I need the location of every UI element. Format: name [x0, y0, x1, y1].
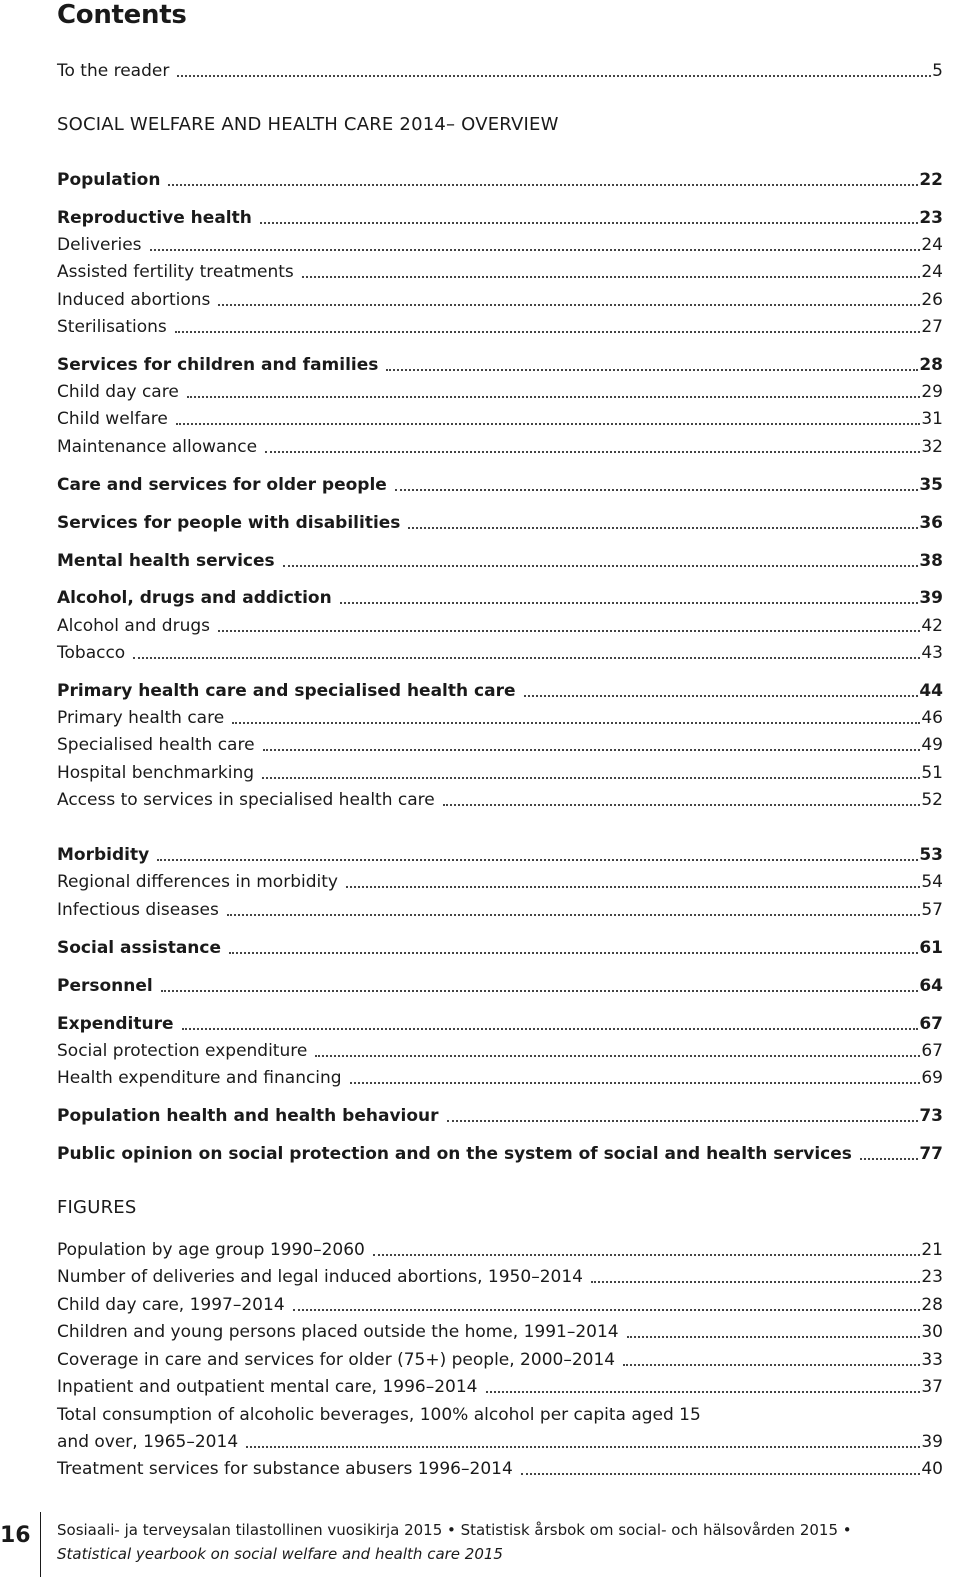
toc-entry-label: FIGURES	[57, 1197, 137, 1218]
dot-leader	[340, 602, 919, 604]
dot-leader	[293, 1309, 921, 1311]
dot-leader	[346, 886, 920, 888]
toc-entry[interactable]	[57, 472, 943, 496]
dot-leader	[408, 527, 918, 529]
dot-leader	[182, 1028, 919, 1030]
toc-page-number: 42	[921, 616, 943, 636]
dot-leader	[133, 657, 920, 659]
toc-entry-label: To the reader	[57, 61, 170, 81]
dot-leader	[443, 804, 921, 806]
toc-entry[interactable]	[57, 510, 943, 534]
dot-leader	[262, 777, 920, 779]
toc-page-number: 51	[921, 763, 943, 783]
dot-leader	[150, 249, 921, 251]
dot-leader	[627, 1336, 921, 1338]
dot-leader	[263, 749, 921, 751]
toc-entry[interactable]	[57, 760, 943, 784]
toc-entry-label: Inpatient and outpatient mental care, 1996–2014	[57, 1377, 478, 1397]
dot-leader	[395, 489, 919, 491]
toc-entry[interactable]	[57, 434, 943, 458]
toc-entry-label: Coverage in care and services for older (75+) people, 2000–2014	[57, 1350, 616, 1370]
toc-entry-label: Alcohol and drugs	[57, 616, 210, 636]
dot-leader	[187, 396, 921, 398]
toc-entry-label: Reproductive health	[57, 208, 252, 228]
dot-leader	[161, 990, 919, 992]
toc-page-number: 26	[921, 290, 943, 310]
toc-entry[interactable]	[57, 1103, 943, 1127]
toc-entry-label: Primary health care and specialised health care	[57, 681, 516, 701]
toc-entry-label: Social assistance	[57, 938, 222, 958]
toc-entry-label: Hospital benchmarking	[57, 763, 255, 783]
toc-entry-label: Mental health services	[57, 551, 275, 571]
toc-entry[interactable]	[57, 1319, 943, 1343]
footer-divider	[40, 1512, 41, 1577]
toc-entry[interactable]	[57, 640, 943, 664]
dot-leader	[168, 184, 918, 186]
toc-entry[interactable]	[57, 973, 943, 997]
page-number: 16	[0, 1523, 31, 1548]
toc-entry[interactable]	[57, 1264, 943, 1288]
toc-entry-label: Treatment services for substance abusers 1996–2014	[57, 1459, 513, 1479]
dot-leader	[302, 276, 921, 278]
toc-page-number: 52	[921, 790, 943, 810]
dot-leader	[486, 1391, 921, 1393]
toc-entry[interactable]	[57, 1374, 943, 1398]
toc-entry[interactable]	[57, 787, 943, 811]
toc-page-number: 27	[921, 317, 943, 337]
dot-leader	[524, 695, 919, 697]
toc-page-number: 23	[921, 1267, 943, 1287]
toc-entry-label: Infectious diseases	[57, 900, 219, 920]
toc-entry[interactable]	[57, 352, 943, 376]
toc-page-number: 39	[919, 588, 943, 608]
toc-page-number: 57	[921, 900, 943, 920]
toc-page-number: 54	[921, 872, 943, 892]
toc-entry[interactable]	[57, 287, 943, 311]
toc-page-number: 39	[921, 1432, 943, 1452]
toc-entry-label: Child welfare	[57, 409, 168, 429]
toc-page-number: 31	[921, 409, 943, 429]
toc-entry[interactable]	[57, 167, 943, 191]
toc-entry[interactable]	[57, 613, 943, 637]
toc-page-number: 24	[921, 262, 943, 282]
toc-entry-label: Population	[57, 170, 161, 190]
toc-page-number: 22	[919, 170, 943, 190]
dot-leader	[315, 1055, 920, 1057]
toc-page-number: 69	[921, 1068, 943, 1088]
toc-page-number: 23	[919, 208, 943, 228]
toc-entry[interactable]	[57, 1429, 943, 1453]
toc-entry[interactable]	[57, 1237, 943, 1261]
dot-leader	[227, 914, 921, 916]
toc-page-number: 29	[921, 382, 943, 402]
dot-leader	[175, 331, 921, 333]
toc-page-number: 49	[921, 735, 943, 755]
toc-entry[interactable]	[57, 314, 943, 338]
toc-entry-label: Population by age group 1990–2060	[57, 1240, 365, 1260]
toc-entry-label: Regional differences in morbidity	[57, 872, 338, 892]
toc-entry-label: Services for children and families	[57, 355, 379, 375]
toc-entry[interactable]	[57, 205, 943, 229]
section-heading	[57, 1195, 943, 1219]
toc-entry[interactable]	[57, 1065, 943, 1089]
toc-entry-label: Deliveries	[57, 235, 142, 255]
dot-leader	[860, 1158, 918, 1160]
toc-entry-label: Social protection expenditure	[57, 1041, 308, 1061]
dot-leader	[177, 75, 931, 77]
toc-page-number: 53	[919, 845, 943, 865]
dot-leader	[232, 722, 920, 724]
toc-entry[interactable]	[57, 842, 943, 866]
dot-leader	[176, 423, 921, 425]
toc-page-number: 30	[921, 1322, 943, 1342]
toc-entry[interactable]	[57, 232, 943, 256]
toc-entry-label: Health expenditure and financing	[57, 1068, 342, 1088]
dot-leader	[260, 222, 918, 224]
toc-entry-label: SOCIAL WELFARE AND HEALTH CARE 2014– OVERVIEW	[57, 114, 559, 135]
toc-page-number: 77	[919, 1144, 943, 1164]
toc-entry[interactable]	[57, 259, 943, 283]
toc-page-number: 38	[919, 551, 943, 571]
toc-entry[interactable]	[57, 869, 943, 893]
dot-leader	[218, 630, 920, 632]
dot-leader	[386, 369, 918, 371]
toc-page-number: 37	[921, 1377, 943, 1397]
dot-leader	[283, 565, 919, 567]
toc-entry[interactable]	[57, 58, 943, 82]
footer-publication-titles: Sosiaali- ja terveysalan tilastollinen vuosikirja 2015 • Statistisk årsbok om social- och hälsovården 2015 •	[57, 1521, 852, 1539]
toc-entry-label: Public opinion on social protection and on the system of social and health services	[57, 1144, 852, 1164]
dot-leader	[521, 1473, 921, 1475]
toc-entry[interactable]	[57, 935, 943, 959]
dot-leader	[350, 1082, 921, 1084]
toc-entry-label: Population health and health behaviour	[57, 1106, 439, 1126]
toc-page-number: 43	[921, 643, 943, 663]
toc-entry[interactable]	[57, 585, 943, 609]
dot-leader	[447, 1120, 919, 1122]
toc-page-number: 44	[919, 681, 943, 701]
toc-entry[interactable]	[57, 1011, 943, 1035]
toc-entry-label: Services for people with disabilities	[57, 513, 401, 533]
toc-entry[interactable]	[57, 1141, 943, 1165]
dot-leader	[218, 304, 920, 306]
toc-entry-label: Sterilisations	[57, 317, 167, 337]
toc-entry[interactable]	[57, 1347, 943, 1371]
footer-english-title: Statistical yearbook on social welfare and health care 2015	[57, 1545, 503, 1563]
toc-page-number: 28	[921, 1295, 943, 1315]
toc-page-number: 5	[932, 61, 943, 81]
toc-entry[interactable]	[57, 406, 943, 430]
toc-entry-label: Induced abortions	[57, 290, 211, 310]
toc-page-number: 24	[921, 235, 943, 255]
toc-entry-label: Maintenance allowance	[57, 437, 258, 457]
toc-entry-label: Children and young persons placed outside the home, 1991–2014	[57, 1322, 619, 1342]
toc-entry-label: Alcohol, drugs and addiction	[57, 588, 332, 608]
toc-page-number: 35	[919, 475, 943, 495]
toc-page-number: 33	[921, 1350, 943, 1370]
toc-entry-label: Access to services in specialised health care	[57, 790, 435, 810]
dot-leader	[229, 952, 918, 954]
toc-entry[interactable]	[57, 1402, 943, 1426]
toc-entry-label: Total consumption of alcoholic beverages, 100% alcohol per capita aged 15	[57, 1405, 701, 1425]
toc-page-number: 67	[921, 1041, 943, 1061]
toc-page-number: 21	[921, 1240, 943, 1260]
toc-page-number: 64	[919, 976, 943, 996]
toc-entry-label: Morbidity	[57, 845, 150, 865]
toc-entry-label: Tobacco	[57, 643, 126, 663]
toc-entry[interactable]	[57, 705, 943, 729]
toc-entry[interactable]	[57, 379, 943, 403]
toc-page-number: 61	[919, 938, 943, 958]
toc-page-number: 36	[919, 513, 943, 533]
toc-entry[interactable]	[57, 1292, 943, 1316]
dot-leader	[265, 451, 920, 453]
section-heading	[57, 112, 943, 136]
dot-leader	[246, 1446, 920, 1448]
toc-entry-label: Care and services for older people	[57, 475, 387, 495]
toc-entry-label: and over, 1965–2014	[57, 1432, 239, 1452]
toc-page-number: 28	[919, 355, 943, 375]
toc-entry[interactable]	[57, 1038, 943, 1062]
toc-entry-label: Specialised health care	[57, 735, 255, 755]
dot-leader	[623, 1364, 920, 1366]
toc-page-number: 73	[919, 1106, 943, 1126]
toc-entry-label: Personnel	[57, 976, 153, 996]
toc-entry[interactable]	[57, 678, 943, 702]
toc-entry[interactable]	[57, 897, 943, 921]
dot-leader	[157, 859, 918, 861]
toc-entry-label: Expenditure	[57, 1014, 174, 1034]
toc-page-number: 67	[919, 1014, 943, 1034]
toc-entry-label: Child day care	[57, 382, 179, 402]
toc-entry-label: Number of deliveries and legal induced abortions, 1950–2014	[57, 1267, 583, 1287]
toc-entry[interactable]	[57, 548, 943, 572]
dot-leader	[591, 1281, 920, 1283]
toc-entry[interactable]	[57, 1456, 943, 1480]
toc-entry-label: Assisted fertility treatments	[57, 262, 294, 282]
toc-entry[interactable]	[57, 732, 943, 756]
toc-entry-label: Primary health care	[57, 708, 225, 728]
toc-page-number: 32	[921, 437, 943, 457]
page-title: Contents	[57, 0, 187, 30]
toc-entry-label: Child day care, 1997–2014	[57, 1295, 285, 1315]
dot-leader	[373, 1254, 921, 1256]
toc-page-number: 46	[921, 708, 943, 728]
toc-page-number: 40	[921, 1459, 943, 1479]
